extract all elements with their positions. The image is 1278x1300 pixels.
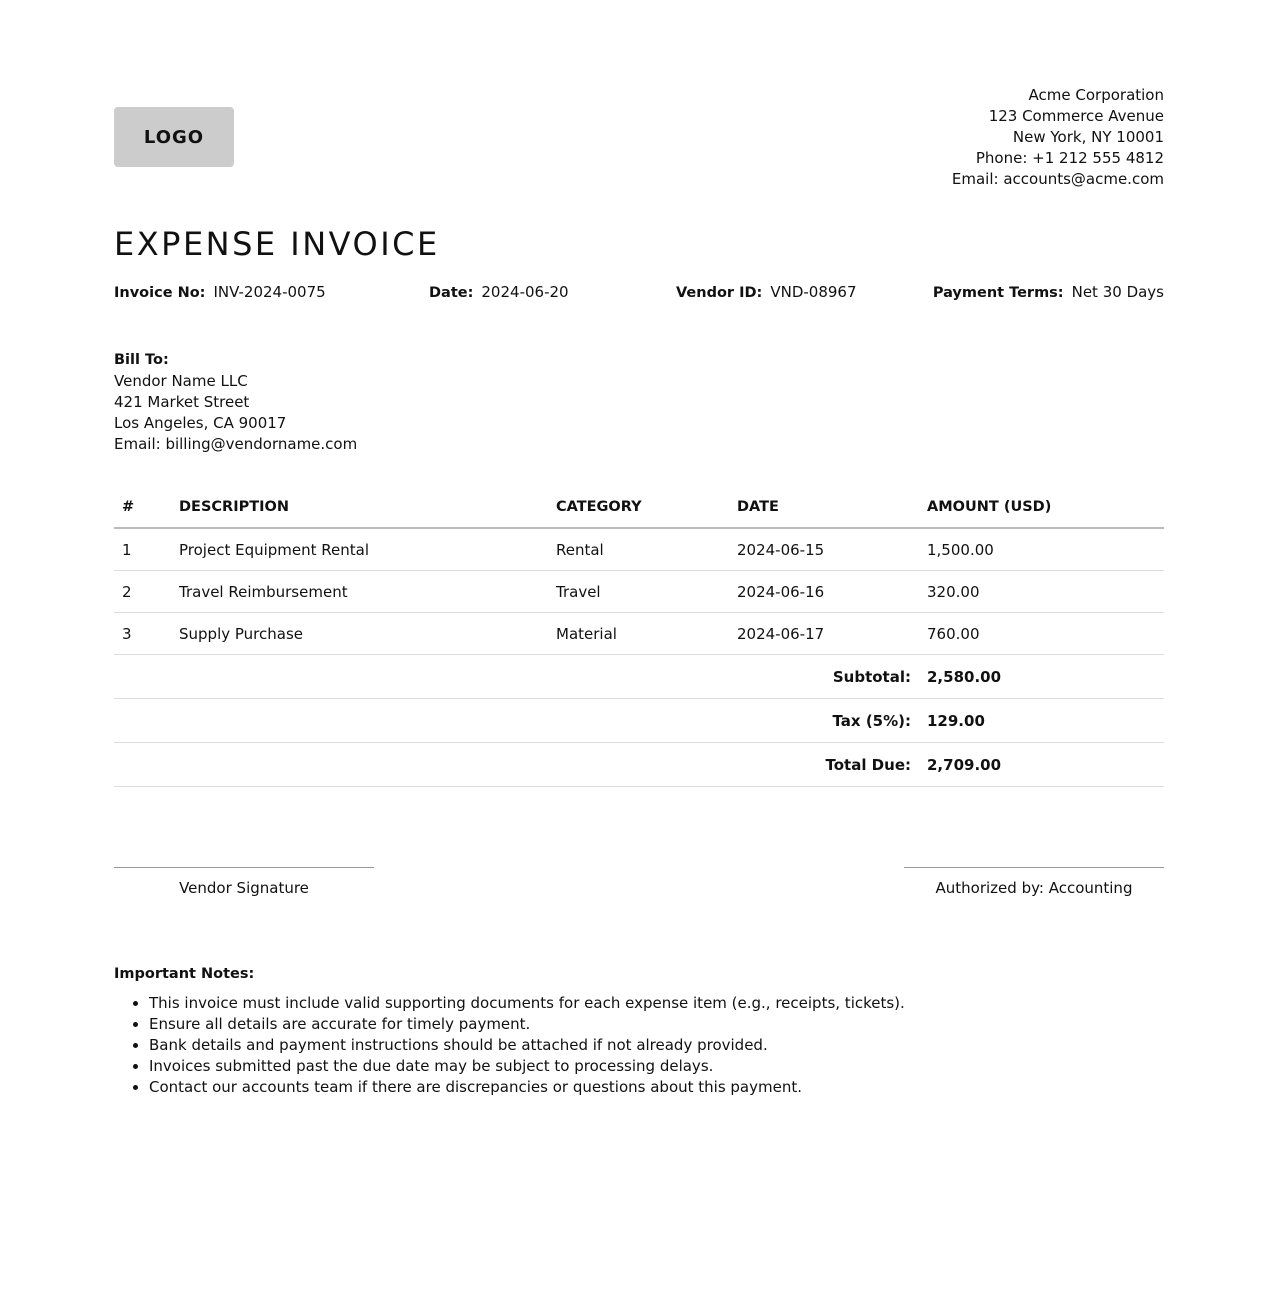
table-header-row [114, 486, 1164, 528]
invoice-number [114, 281, 326, 303]
column-header-category: CATEGORY [548, 486, 729, 528]
payment-terms-value: Net 30 Days [1071, 283, 1164, 301]
vendor-id [676, 281, 857, 303]
row-number: 1 [114, 528, 171, 571]
note-item: • Bank details and payment instructions should be attached if not already provided. [149, 1035, 1164, 1056]
row-category: Rental [548, 528, 729, 571]
invoice-number-value: INV-2024-0075 [213, 283, 326, 301]
note-item: • Ensure all details are accurate for timely payment. [149, 1014, 1164, 1035]
company-logo: LOGO [114, 107, 234, 167]
row-amount: 760.00 [919, 613, 1164, 655]
company-email: Email: accounts@acme.com [951, 170, 1164, 188]
total-due-label: Total Due: [114, 743, 919, 787]
authorized-signature-line: Authorized by: Accounting [904, 867, 1164, 898]
company-address-line1: 123 Commerce Avenue [988, 107, 1164, 125]
total-due-value: 2,709.00 [919, 743, 1164, 787]
company-address-line2: New York, NY 10001 [1012, 128, 1164, 146]
vendor-id-label: Vendor ID: [676, 285, 763, 301]
invoice-page [114, 0, 1164, 1300]
invoice-date [429, 281, 569, 303]
subtotal-label: Subtotal: [114, 655, 919, 699]
company-address-block [952, 85, 1164, 190]
vendor-id-value: VND-08967 [770, 283, 857, 301]
vendor-signature-line: Vendor Signature [114, 867, 374, 898]
tax-row [114, 699, 1164, 743]
company-phone: Phone: +1 212 555 4812 [975, 149, 1164, 167]
column-header-number: # [114, 486, 171, 528]
tax-value: 129.00 [919, 699, 1164, 743]
important-notes [114, 964, 1164, 1098]
payment-terms-label: Payment Terms: [932, 285, 1064, 301]
column-header-amount: AMOUNT (USD) [919, 486, 1164, 528]
notes-list [114, 993, 1164, 1098]
row-description: Project Equipment Rental [171, 528, 548, 571]
bill-to-address-line1: 421 Market Street [114, 393, 250, 411]
invoice-number-label: Invoice No: [114, 285, 206, 301]
row-date: 2024-06-16 [729, 571, 919, 613]
company-name: Acme Corporation [1028, 86, 1164, 104]
payment-terms [933, 281, 1164, 303]
bill-to-name: Vendor Name LLC [114, 372, 248, 390]
row-number: 2 [114, 571, 171, 613]
subtotal-value: 2,580.00 [919, 655, 1164, 699]
row-description: Travel Reimbursement [171, 571, 548, 613]
subtotal-row [114, 655, 1164, 699]
expense-items-table [114, 486, 1164, 787]
invoice-date-label: Date: [429, 285, 474, 301]
row-category: Travel [548, 571, 729, 613]
table-row [114, 613, 1164, 655]
bill-to-block [114, 350, 357, 455]
column-header-description: DESCRIPTION [171, 486, 548, 528]
row-number: 3 [114, 613, 171, 655]
note-item: • Contact our accounts team if there are discrepancies or questions about this payment. [149, 1077, 1164, 1098]
bill-to-email: Email: billing@vendorname.com [114, 435, 358, 453]
table-row [114, 571, 1164, 613]
total-due-row [114, 743, 1164, 787]
bill-to-label: Bill To: [114, 352, 169, 368]
row-amount: 1,500.00 [919, 528, 1164, 571]
note-item: • Invoices submitted past the due date may be subject to processing delays. [149, 1056, 1164, 1077]
note-item: • This invoice must include valid supporting documents for each expense item (e.g., receipts, tickets). [149, 993, 1164, 1014]
notes-label: Important Notes: [114, 966, 255, 982]
tax-label: Tax (5%): [114, 699, 919, 743]
bill-to-address-line2: Los Angeles, CA 90017 [114, 414, 287, 432]
row-category: Material [548, 613, 729, 655]
row-amount: 320.00 [919, 571, 1164, 613]
row-description: Supply Purchase [171, 613, 548, 655]
invoice-date-value: 2024-06-20 [481, 283, 569, 301]
row-date: 2024-06-17 [729, 613, 919, 655]
table-row [114, 528, 1164, 571]
row-date: 2024-06-15 [729, 528, 919, 571]
page-title: EXPENSE INVOICE [114, 225, 440, 263]
column-header-date: DATE [729, 486, 919, 528]
